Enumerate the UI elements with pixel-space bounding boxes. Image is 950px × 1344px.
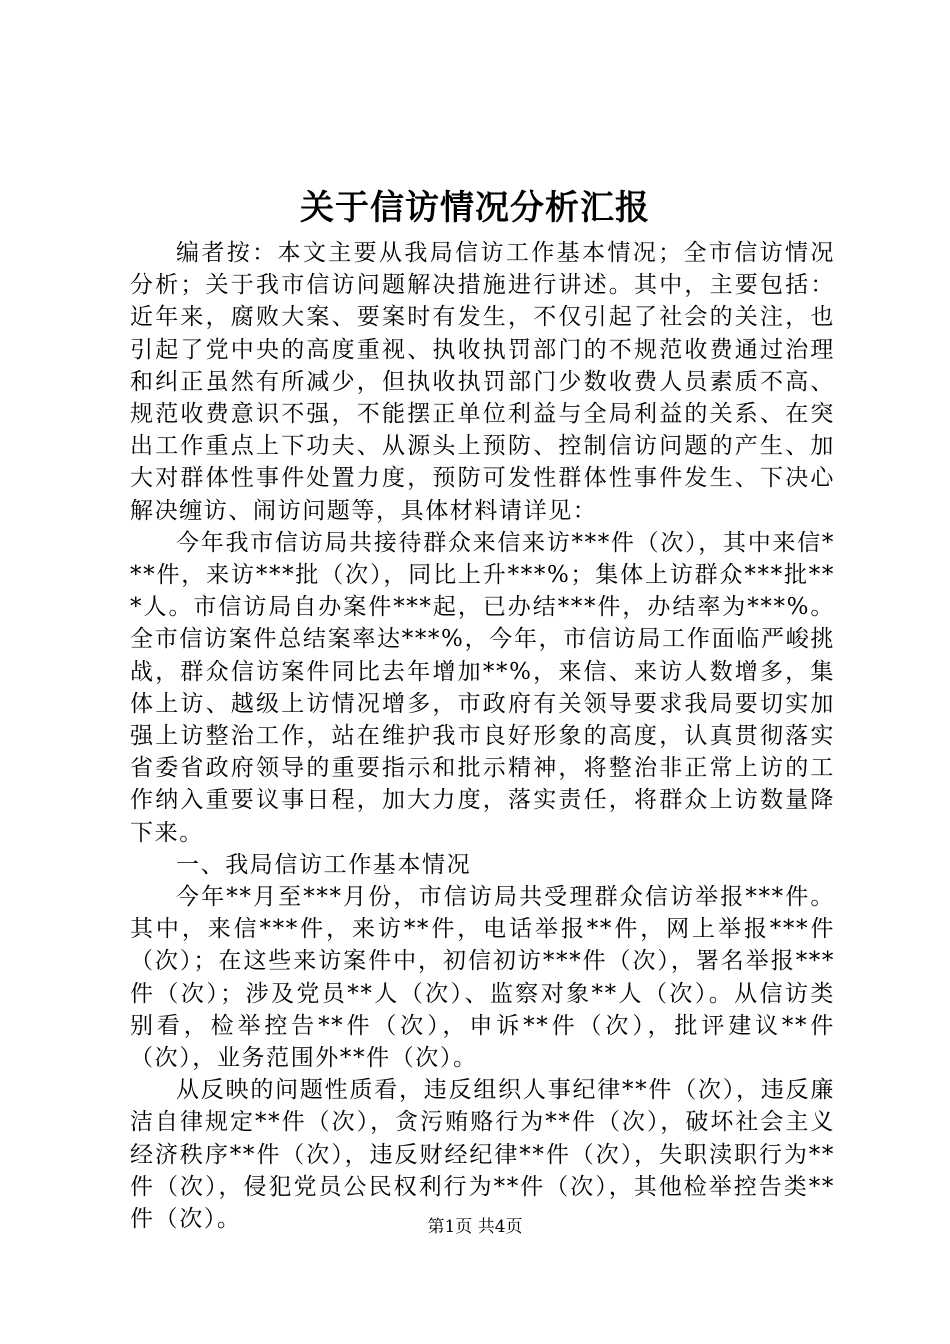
document-body bbox=[130, 237, 835, 1235]
issue-nature-paragraph: 从反映的问题性质看，违反组织人事纪律**件（次），违反廉洁自律规定**件（次），贪污贿赂行为**件（次），破坏社会主义经济秩序**件（次），违反财经纪律**件（次），失职渎职行为**件（次），侵犯党员公民权利行为**件（次），其他检举控告类**件（次）。 bbox=[130, 1077, 835, 1233]
editor-note-paragraph: 编者按：本文主要从我局信访工作基本情况；全市信访情况分析；关于我市信访问题解决措施进行讲述。其中，主要包括：近年来，腐败大案、要案时有发生，不仅引起了社会的关注，也引起了党中央的高度重视、执收执罚部门的不规范收费通过治理和纠正虽然有所减少，但执收执罚部门少数收费人员素质不高、规范收费意识不强，不能摆正单位利益与全局利益的关系、在突出工作重点上下功夫、从源头上预防、控制信访问题的产生、加大对群体性事件处置力度，预防可发性群体性事件发生、下决心解决缠访、闹访问题等，具体材料请详见： bbox=[130, 240, 835, 524]
page-number-footer: 第1页 共4页 bbox=[427, 1217, 523, 1237]
document-title: 关于信访情况分析汇报 bbox=[300, 188, 650, 228]
section-heading: 一、我局信访工作基本情况 bbox=[176, 851, 472, 878]
basic-situation-paragraph: 今年**月至***月份，市信访局共受理群众信访举报***件。其中，来信***件，来访**件，电话举报**件，网上举报***件（次）；在这些来访案件中，初信初访***件（次），署名举报***件（次）；涉及党员**人（次）、监察对象**人（次）。从信访类别看，检举控告**件（次），申诉**件（次），批评建议**件（次），业务范围外**件（次）。 bbox=[130, 884, 835, 1072]
summary-paragraph: 今年我市信访局共接待群众来信来访***件（次），其中来信***件，来访***批（次），同比上升***%；集体上访群众***批***人。市信访局自办案件***起，已办结***件，办结率为***%。全市信访案件总结案率达***%，今年，市信访局工作面临严峻挑战，群众信访案件同比去年增加**%，来信、来访人数增多，集体上访、越级上访情况增多，市政府有关领导要求我局要切实加强上访整治工作，站在维护我市良好形象的高度，认真贯彻落实省委省政府领导的重要指示和批示精神，将整治非正常上访的工作纳入重要议事日程，加大力度，落实责任，将群众上访数量降下来。 bbox=[130, 529, 835, 846]
